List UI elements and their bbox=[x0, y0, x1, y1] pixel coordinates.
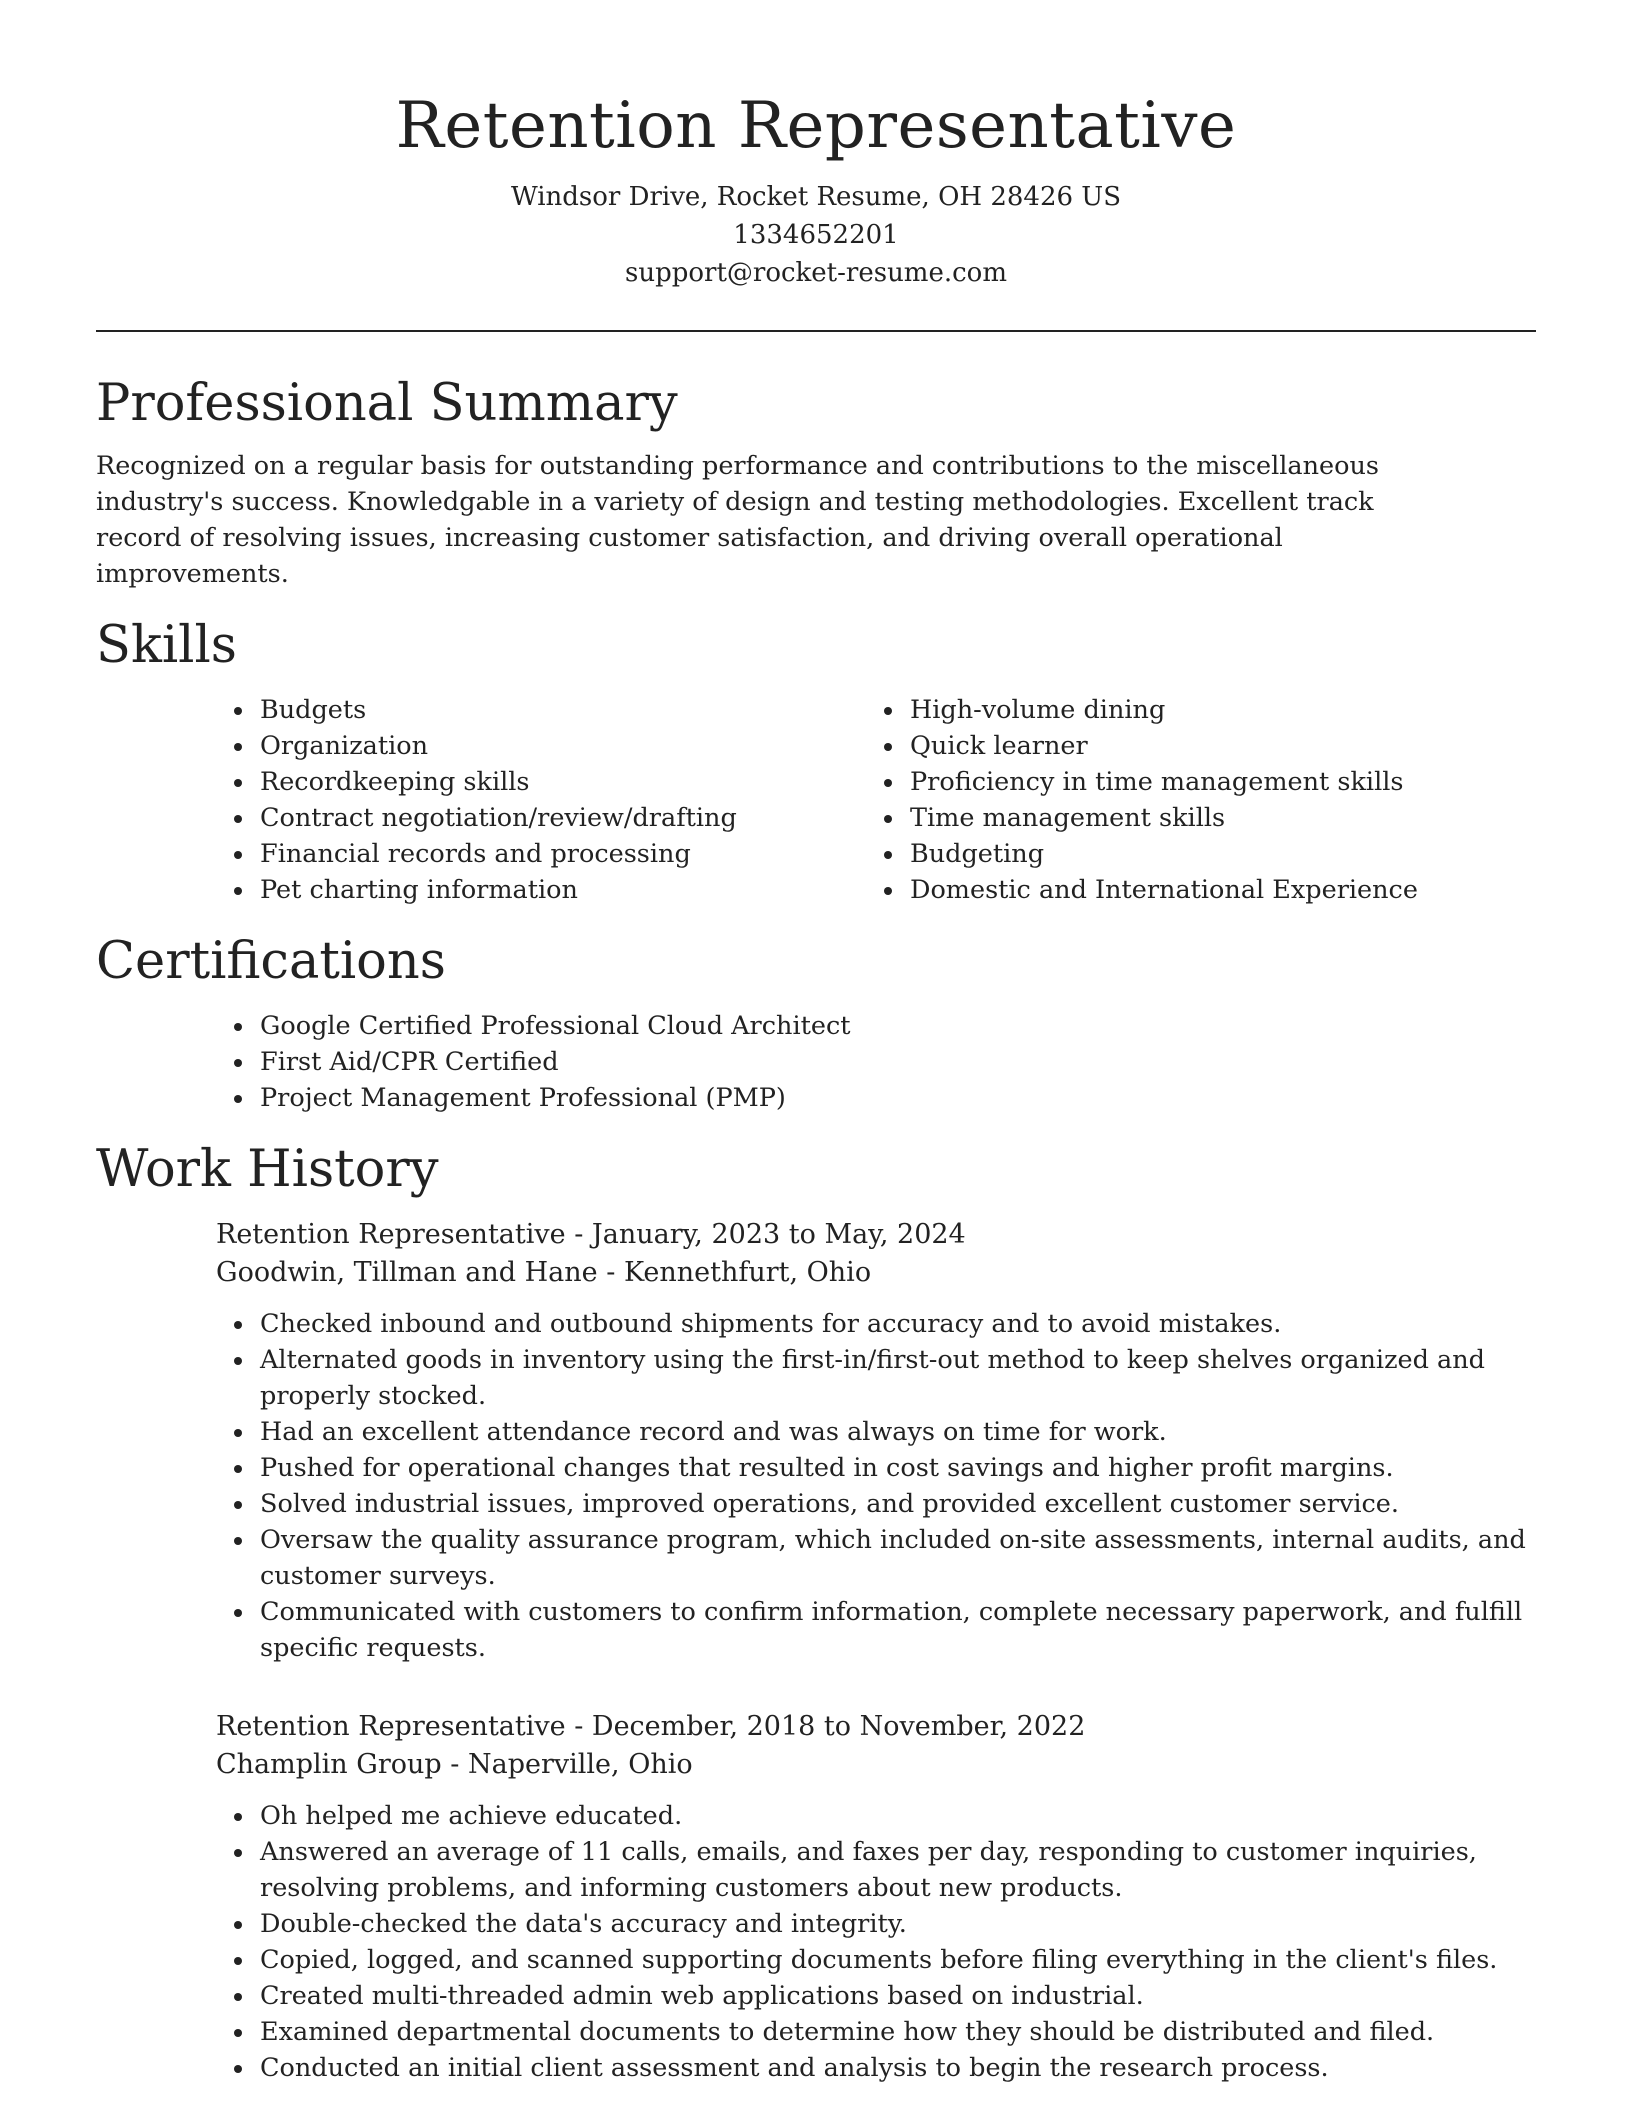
job-bullet: Alternated goods in inventory using the first-in/first-out method to keep shelves organized and properly stocked. bbox=[260, 1342, 1580, 1414]
job-company-line bbox=[216, 1746, 1536, 1784]
contact-address: Windsor Drive, Rocket Resume, OH 28426 US bbox=[510, 182, 1122, 212]
skill-item: Budgets bbox=[260, 692, 866, 728]
job-bullet: Examined departmental documents to determine how they should be distributed and filed. bbox=[260, 2014, 1580, 2050]
contact-info bbox=[96, 178, 1536, 292]
resume-page bbox=[96, 0, 1536, 2086]
skill-item: Budgeting bbox=[910, 836, 1516, 872]
job-bullets bbox=[216, 1306, 1580, 1666]
summary-section bbox=[96, 372, 1536, 592]
job-bullet: Solved industrial issues, improved operations, and provided excellent customer service. bbox=[260, 1486, 1580, 1522]
job-bullet: Answered an average of 11 calls, emails, and faxes per day, responding to customer inquiries, resolving problems, and informing customers about new products. bbox=[260, 1834, 1580, 1906]
skill-item: High-volume dining bbox=[910, 692, 1516, 728]
skills-columns bbox=[216, 692, 1536, 908]
summary-heading: Professional Summary bbox=[96, 374, 678, 433]
job-separator: - bbox=[574, 1219, 592, 1250]
job-bullet: Oversaw the quality assurance program, which included on-site assessments, internal audits, and customer surveys. bbox=[260, 1522, 1580, 1594]
job-location: Naperville, Ohio bbox=[468, 1749, 693, 1780]
job-dates: December, 2018 to November, 2022 bbox=[591, 1711, 1086, 1742]
job-entry bbox=[216, 1708, 1536, 2086]
job-location: Kennethfurt, Ohio bbox=[623, 1257, 872, 1288]
resume-header bbox=[96, 0, 1536, 292]
job-dates: January, 2023 to May, 2024 bbox=[591, 1219, 966, 1250]
skill-item: Pet charting information bbox=[260, 872, 866, 908]
work-history-section bbox=[96, 1138, 1536, 2086]
summary-text: Recognized on a regular basis for outstanding performance and contributions to the miscellaneous industry's success. Knowledgable in a variety of design and testing methodologies. Excellent track record of resolving issues, increasing customer satisfaction, and driving overall operational improvements. bbox=[96, 451, 1379, 589]
job-title: Retention Representative bbox=[216, 1219, 566, 1250]
job-title-line bbox=[216, 1708, 1536, 1746]
skill-item: Proficiency in time management skills bbox=[910, 764, 1516, 800]
job-bullet: Created multi-threaded admin web applications based on industrial. bbox=[260, 1978, 1580, 2014]
job-bullets bbox=[216, 1798, 1580, 2086]
skills-column-left bbox=[216, 692, 866, 908]
skill-item: Quick learner bbox=[910, 728, 1516, 764]
job-company: Champlin Group bbox=[216, 1749, 442, 1780]
certification-item: Google Certified Professional Cloud Architect bbox=[260, 1008, 1536, 1044]
skill-item: Contract negotiation/review/drafting bbox=[260, 800, 866, 836]
job-separator: - bbox=[574, 1711, 592, 1742]
certifications-list bbox=[216, 1008, 1536, 1116]
job-bullet: Copied, logged, and scanned supporting documents before filing everything in the client's files. bbox=[260, 1942, 1580, 1978]
work-history-heading: Work History bbox=[96, 1140, 439, 1199]
job-bullet: Checked inbound and outbound shipments for accuracy and to avoid mistakes. bbox=[260, 1306, 1580, 1342]
header-divider bbox=[96, 330, 1536, 332]
job-title: Retention Representative bbox=[216, 1711, 566, 1742]
contact-phone: 1334652201 bbox=[733, 220, 899, 250]
job-bullet: Communicated with customers to confirm information, complete necessary paperwork, and fulfill specific requests. bbox=[260, 1594, 1580, 1666]
contact-email: support@rocket-resume.com bbox=[624, 258, 1007, 288]
skills-list-left bbox=[216, 692, 866, 908]
certifications-wrap bbox=[216, 1008, 1536, 1116]
job-company: Goodwin, Tillman and Hane bbox=[216, 1257, 598, 1288]
job-separator: - bbox=[606, 1257, 624, 1288]
candidate-name: Retention Representative bbox=[395, 89, 1237, 163]
skill-item: Time management skills bbox=[910, 800, 1516, 836]
job-bullet: Double-checked the data's accuracy and integrity. bbox=[260, 1906, 1580, 1942]
certification-item: First Aid/CPR Certified bbox=[260, 1044, 1536, 1080]
job-bullet: Pushed for operational changes that resulted in cost savings and higher profit margins. bbox=[260, 1450, 1580, 1486]
job-bullet: Oh helped me achieve educated. bbox=[260, 1798, 1580, 1834]
job-separator: - bbox=[450, 1749, 468, 1780]
certifications-section bbox=[96, 930, 1536, 1116]
job-entry bbox=[216, 1216, 1536, 1666]
skill-item: Domestic and International Experience bbox=[910, 872, 1516, 908]
skills-heading: Skills bbox=[96, 616, 237, 675]
job-bullet: Had an excellent attendance record and was always on time for work. bbox=[260, 1414, 1580, 1450]
certifications-heading: Certifications bbox=[96, 932, 446, 991]
skills-list-right bbox=[866, 692, 1516, 908]
skill-item: Recordkeeping skills bbox=[260, 764, 866, 800]
skill-item: Financial records and processing bbox=[260, 836, 866, 872]
job-bullet: Conducted an initial client assessment and analysis to begin the research process. bbox=[260, 2050, 1580, 2086]
job-title-line bbox=[216, 1216, 1536, 1254]
skills-column-right bbox=[866, 692, 1516, 908]
skill-item: Organization bbox=[260, 728, 866, 764]
skills-section bbox=[96, 614, 1536, 908]
job-company-line bbox=[216, 1254, 1536, 1292]
certification-item: Project Management Professional (PMP) bbox=[260, 1080, 1536, 1116]
